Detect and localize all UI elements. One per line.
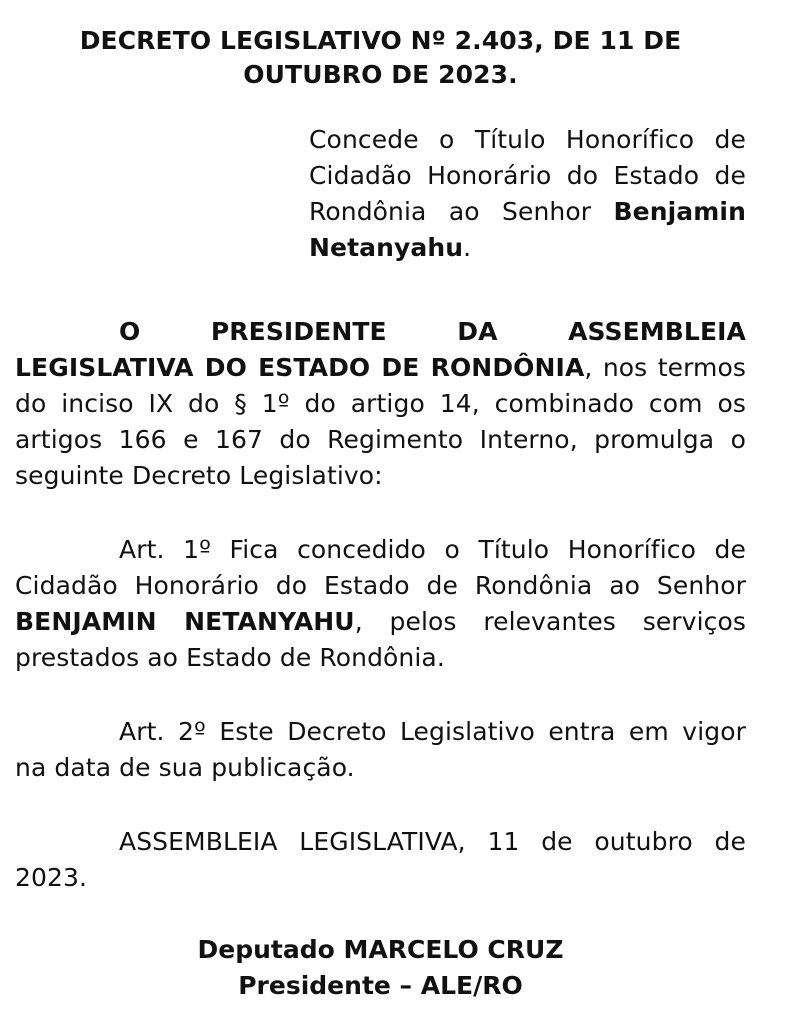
preamble bbox=[15, 314, 746, 494]
preamble-assembly-name: LEGISLATIVA DO ESTADO DE RONDÔNIA bbox=[15, 353, 585, 382]
signatory-name: Deputado MARCELO CRUZ bbox=[197, 935, 564, 964]
decree-title-line-1: DECRETO LEGISLATIVO Nº 2.403, DE 11 DE bbox=[79, 26, 682, 55]
summary-honoree-name: Benjamin Netanyahu bbox=[309, 197, 746, 262]
document-page bbox=[15, 0, 746, 1024]
decree-title-line-2: OUTUBRO DE 2023. bbox=[243, 60, 518, 89]
decree-summary bbox=[309, 122, 746, 266]
signatory-role: Presidente – ALE/RO bbox=[238, 971, 523, 1000]
preamble-first-line bbox=[15, 314, 746, 350]
preamble-word-2: PRESIDENTE bbox=[210, 317, 387, 346]
preamble-text: , nos termos do inciso IX do § 1º do artigo 14, combinado com os artigos 166 e 167 do Regimento Interno, promulga o seguinte Decreto Legislativo: bbox=[15, 353, 746, 490]
article-1-text: Art. 1º Fica concedido o Título Honorífico de Cidadão Honorário do Estado de Rondônia ao Senhor bbox=[15, 535, 746, 600]
article-1 bbox=[15, 532, 746, 676]
preamble-word-1: O bbox=[119, 317, 141, 346]
article-1-text-end: , pelos relevantes serviços prestados ao Estado de Rondônia. bbox=[15, 607, 746, 672]
decree-title bbox=[15, 24, 746, 92]
summary-end: . bbox=[463, 233, 472, 262]
closing-place-date: ASSEMBLEIA LEGISLATIVA, 11 de outubro de 2023. bbox=[15, 827, 746, 892]
signature-block bbox=[15, 932, 746, 1004]
article-2: Art. 2º Este Decreto Legislativo entra em vigor na data de sua publicação. bbox=[15, 717, 746, 782]
preamble-body bbox=[15, 350, 746, 494]
preamble-word-4: ASSEMBLEIA bbox=[568, 317, 746, 346]
article-1-honoree-name: BENJAMIN NETANYAHU bbox=[15, 607, 355, 636]
preamble-word-3: DA bbox=[457, 317, 498, 346]
summary-text: Concede o Título Honorífico de Cidadão Honorário do Estado de Rondônia ao Senhor bbox=[309, 125, 746, 226]
